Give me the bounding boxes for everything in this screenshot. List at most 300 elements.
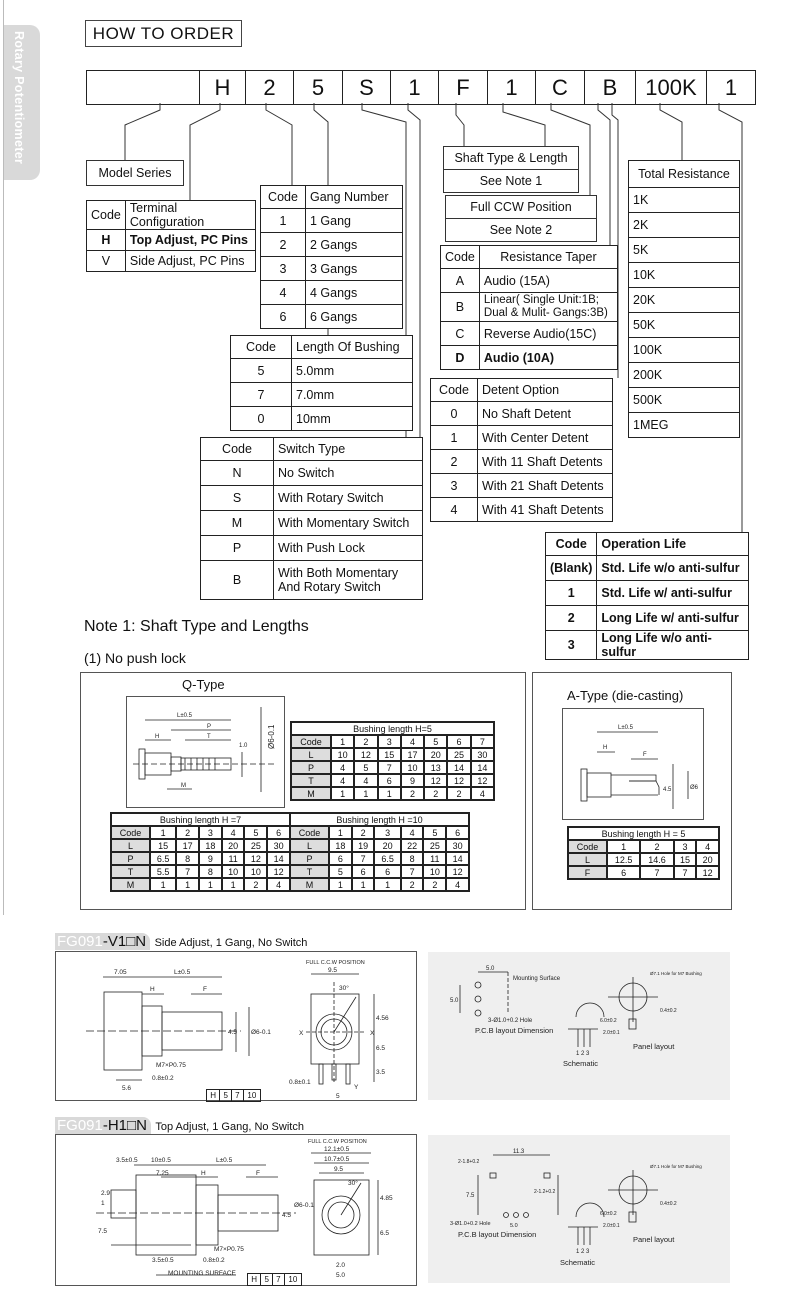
value-cell: 7 <box>640 866 673 879</box>
table-row <box>629 213 740 238</box>
value-cell: 25 <box>244 839 267 852</box>
table-row <box>111 839 290 852</box>
value-cell: 4 <box>222 826 245 839</box>
detent-option-table <box>430 378 613 522</box>
value-cell: 4 <box>446 878 469 891</box>
value-cell: 17 <box>401 748 424 761</box>
h1-panel-caption: Panel layout <box>633 1235 675 1244</box>
bushing-length-table <box>230 335 413 431</box>
resistance-value: 500K <box>629 388 740 413</box>
row-label: M <box>291 787 331 800</box>
table-row <box>111 826 290 839</box>
v1-axis-x: X <box>299 1030 304 1037</box>
v1-panel-d1: 6.0±0.2 <box>600 1018 617 1024</box>
order-code-cell: 1 <box>487 71 535 104</box>
value-cell: 6 <box>378 774 401 787</box>
q-dim-m: M <box>181 783 186 789</box>
h1-drawing <box>55 1134 417 1286</box>
column-header: Terminal Configuration <box>125 201 255 230</box>
row-label: T <box>291 774 331 787</box>
q-dim-h: H <box>155 734 160 740</box>
gang-number-table <box>260 185 403 329</box>
code-cell: 2 <box>546 606 597 631</box>
table-row <box>629 413 740 438</box>
table-title: Bushing length H =10 <box>290 813 469 826</box>
table-header-row <box>431 379 613 402</box>
h1-ccw-label: FULL C.C.W POSITION <box>308 1139 367 1145</box>
q-dim-1: 1.0 <box>239 743 248 749</box>
value-cell: Long Life w/ anti-sulfur <box>597 606 749 631</box>
column-header: Code <box>87 201 126 230</box>
order-code-cell: 1 <box>706 71 755 104</box>
value-cell: 7 <box>352 852 375 865</box>
value-cell: 1 <box>378 787 401 800</box>
value-cell: 9 <box>199 852 222 865</box>
shaft-type-value: See Note 1 <box>479 174 543 188</box>
value-cell: 1 <box>607 840 640 853</box>
v1-part-number <box>55 933 150 950</box>
value-cell: With 21 Shaft Detents <box>478 474 613 498</box>
value-cell: 20 <box>696 853 719 866</box>
value-cell: No Switch <box>274 461 423 486</box>
table-header-row <box>231 336 413 359</box>
resistance-value: 5K <box>629 238 740 263</box>
code-cell: V <box>87 251 126 272</box>
value-cell: 5.0mm <box>292 359 413 383</box>
value-cell: 1 <box>354 787 377 800</box>
h1-panel-d2: 0.4±0.2 <box>660 1201 677 1207</box>
table-row <box>201 486 423 511</box>
table-header-row <box>629 161 740 188</box>
table-row <box>441 346 618 370</box>
row-label: L <box>290 839 329 852</box>
h1-dim-r1: 4.85 <box>380 1195 393 1202</box>
value-cell: 1 <box>331 735 354 748</box>
note-1-title: Note 1: Shaft Type and Lengths <box>84 618 309 635</box>
table-row <box>629 238 740 263</box>
full-ccw-title: Full CCW Position <box>446 196 596 219</box>
row-label: Code <box>111 826 150 839</box>
value-cell: 10 <box>401 761 424 774</box>
h1-dim-d2: Ø6-0.1 <box>294 1202 314 1209</box>
v1-pcb-caption: P.C.B layout Dimension <box>475 1026 554 1035</box>
h1-layout-panel <box>428 1135 730 1283</box>
value-cell: 8 <box>401 852 424 865</box>
a-type-shaft-drawing <box>563 709 703 819</box>
v1-panel-d3: 2.0±0.1 <box>603 1030 620 1036</box>
value-cell: 1 <box>150 826 176 839</box>
table-header-row <box>201 438 423 461</box>
table-row <box>291 761 494 774</box>
h1-dim-h: H <box>201 1170 206 1177</box>
column-header: Code <box>231 336 292 359</box>
order-code-cell: C <box>535 71 584 104</box>
table-header-row <box>261 186 403 209</box>
value-cell: 4 <box>401 826 424 839</box>
code-cell: A <box>441 269 480 293</box>
table-row <box>231 383 413 407</box>
table-row <box>431 474 613 498</box>
table-row <box>231 359 413 383</box>
h1-code: -H1□N <box>102 1117 147 1134</box>
h1-pcb-top: 11.3 <box>513 1149 525 1155</box>
value-cell: 12 <box>354 748 377 761</box>
h1-dim-v3: 7.5 <box>98 1228 108 1235</box>
q-dim-dia: Ø6-0.1 <box>267 724 276 749</box>
order-code-cell: H <box>199 71 245 104</box>
resistance-value: 20K <box>629 288 740 313</box>
resistance-value: 1MEG <box>629 413 740 438</box>
table-row <box>290 865 469 878</box>
value-cell: 1 <box>150 878 176 891</box>
bushing-code: 7 <box>273 1274 285 1286</box>
bushing-code: 7 <box>232 1090 244 1102</box>
value-cell: 15 <box>378 748 401 761</box>
value-cell: 2 <box>447 787 470 800</box>
value-cell: 11 <box>423 852 446 865</box>
q-dim-l: L±0.5 <box>177 713 192 719</box>
h1-dim-w2: 10.7±0.5 <box>324 1156 350 1163</box>
value-cell: 4 <box>471 787 494 800</box>
full-ccw-box <box>445 195 597 242</box>
h1-description: Top Adjust, 1 Gang, No Switch <box>155 1121 304 1133</box>
value-cell: 10 <box>331 748 354 761</box>
h1-layout-drawing <box>428 1135 730 1283</box>
value-cell: 15 <box>674 853 697 866</box>
value-cell: 11 <box>222 852 245 865</box>
table-row <box>441 269 618 293</box>
row-label: L <box>291 748 331 761</box>
v1-dim-pin: 0.8±0.2 <box>152 1075 174 1082</box>
table-row <box>290 852 469 865</box>
value-cell: 7 <box>176 865 199 878</box>
table-title-row <box>290 813 469 826</box>
value-cell: 1 Gang <box>306 209 403 233</box>
table-header-row <box>441 246 618 269</box>
value-cell: 7 <box>378 761 401 774</box>
h1-dim-thread: M7×P0.75 <box>214 1246 244 1253</box>
v1-dim-thread: M7×P0.75 <box>156 1062 186 1069</box>
h1-dim-b2: 5.0 <box>336 1272 346 1279</box>
v1-prefix: FG091 <box>57 933 103 950</box>
model-series-label: Model Series <box>86 160 184 186</box>
v1-dim-r3: 3.5 <box>376 1069 386 1076</box>
v1-axis-x2: X <box>370 1030 375 1037</box>
code-cell: 3 <box>431 474 478 498</box>
value-cell: 4 <box>354 774 377 787</box>
value-cell: 4 <box>331 774 354 787</box>
value-cell: 2 <box>424 787 447 800</box>
table-row <box>261 209 403 233</box>
value-cell: 25 <box>423 839 446 852</box>
value-cell: 30 <box>446 839 469 852</box>
h1-pcb-hole: 3-Ø1.0+0.2 Hole <box>450 1221 491 1227</box>
v1-schematic-caption: Schematic <box>563 1059 599 1068</box>
h1-section-header <box>55 1117 304 1135</box>
v1-dim-r1: 4.56 <box>376 1015 389 1022</box>
column-header: Gang Number <box>306 186 403 209</box>
v1-section-header <box>55 933 307 951</box>
value-cell: 6 <box>329 852 352 865</box>
v1-schematic-pins: 1 2 3 <box>576 1051 590 1057</box>
code-cell: N <box>201 461 274 486</box>
value-cell: Std. Life w/ anti-sulfur <box>597 581 749 606</box>
v1-dim-a: 7.05 <box>114 969 127 976</box>
value-cell: 8 <box>176 852 199 865</box>
value-cell: 5 <box>423 826 446 839</box>
value-cell: 14 <box>447 761 470 774</box>
terminal-configuration-table <box>86 200 256 272</box>
value-cell: 2 <box>354 735 377 748</box>
value-cell: Side Adjust, PC Pins <box>125 251 255 272</box>
value-cell: With Rotary Switch <box>274 486 423 511</box>
row-label: Code <box>568 840 607 853</box>
code-cell: 4 <box>431 498 478 522</box>
table-row <box>431 426 613 450</box>
total-resistance-table <box>628 160 740 438</box>
v1-ccw-label: FULL C.C.W POSITION <box>306 960 365 966</box>
code-cell: P <box>201 536 274 561</box>
code-cell: H <box>87 230 126 251</box>
bushing-code: H <box>248 1274 261 1286</box>
v1-pcb-dim-v: 5.0 <box>450 998 459 1004</box>
value-cell: 3 <box>199 826 222 839</box>
value-cell: 12 <box>471 774 494 787</box>
a-type-drawing <box>562 708 704 820</box>
h1-dim-a: 3.5±0.5 <box>116 1157 138 1164</box>
value-cell: 2 <box>401 878 424 891</box>
h1-dim-w1: 12.1±0.5 <box>324 1146 350 1153</box>
value-cell: 2 <box>352 826 375 839</box>
table-row <box>290 839 469 852</box>
h1-dim-d: 7.25 <box>156 1170 169 1177</box>
code-cell: 3 <box>261 257 306 281</box>
side-tab-label: Rotary Potentiometer <box>12 31 26 165</box>
resistance-value: 100K <box>629 338 740 363</box>
value-cell: 6 Gangs <box>306 305 403 329</box>
code-cell: 1 <box>261 209 306 233</box>
a-dim-h: H <box>603 745 608 751</box>
h1-part-number <box>55 1117 151 1134</box>
h1-pcb-d: 5.0 <box>510 1223 518 1229</box>
column-header: Total Resistance <box>629 161 740 188</box>
v1-code: -V1□N <box>102 933 147 950</box>
h1-pcb-caption: P.C.B layout Dimension <box>458 1230 537 1239</box>
table-row <box>291 774 494 787</box>
a-dim-l: L±0.5 <box>618 725 633 731</box>
table-title: Bushing length H=5 <box>291 722 494 735</box>
note-1-subtitle: (1) No push lock <box>84 650 186 666</box>
code-cell: 2 <box>261 233 306 257</box>
q-dim-t: T <box>207 734 211 740</box>
value-cell: 20 <box>222 839 245 852</box>
resistance-value: 200K <box>629 363 740 388</box>
table-title-row <box>568 827 719 840</box>
table-row <box>111 865 290 878</box>
q-type-h10-table <box>289 812 470 892</box>
value-cell: 6 <box>447 735 470 748</box>
column-header: Length Of Bushing <box>292 336 413 359</box>
table-row <box>629 313 740 338</box>
resistance-value: 2K <box>629 213 740 238</box>
value-cell: 4 <box>401 735 424 748</box>
a-dim-f: F <box>643 752 647 758</box>
bushing-code: 10 <box>284 1274 301 1286</box>
table-row <box>207 1090 261 1102</box>
a-type-title: A-Type (die-casting) <box>567 688 684 703</box>
table-row <box>441 293 618 322</box>
resistance-value: 10K <box>629 263 740 288</box>
h1-dim-b1: 2.0 <box>336 1262 346 1269</box>
h1-pcb-c: 2-1.2+0.2 <box>534 1189 556 1195</box>
table-row <box>568 840 719 853</box>
row-label: L <box>111 839 150 852</box>
h1-pcb-b: 7.5 <box>466 1193 475 1199</box>
value-cell: With 41 Shaft Detents <box>478 498 613 522</box>
v1-dim-angle: 30° <box>339 985 349 992</box>
table-row <box>441 322 618 346</box>
value-cell: 7.0mm <box>292 383 413 407</box>
value-cell: Long Life w/o anti-sulfur <box>597 631 749 660</box>
table-row <box>546 631 749 660</box>
value-cell: 12.5 <box>607 853 640 866</box>
table-title: Bushing length H = 5 <box>568 827 719 840</box>
value-cell: 12 <box>244 852 267 865</box>
table-row <box>201 561 423 600</box>
table-row <box>111 852 290 865</box>
code-cell: D <box>441 346 480 370</box>
table-row <box>568 866 719 879</box>
q-type-h5-table <box>290 721 495 801</box>
order-code-cell: S <box>342 71 390 104</box>
v1-dim-r2: 6.5 <box>376 1045 386 1052</box>
v1-dim-p2: 0.8±0.1 <box>289 1079 311 1086</box>
table-row <box>261 305 403 329</box>
h1-dim-l: L±0.5 <box>216 1157 233 1164</box>
code-cell: (Blank) <box>546 556 597 581</box>
value-cell: 18 <box>329 839 352 852</box>
code-cell: B <box>441 293 480 322</box>
a-dim-45: 4.5 <box>663 787 672 793</box>
value-cell: Audio (15A) <box>479 269 617 293</box>
value-cell: With Both Momentary And Rotary Switch <box>274 561 423 600</box>
value-cell: 4 Gangs <box>306 281 403 305</box>
value-cell: 5 <box>329 865 352 878</box>
value-cell: 1 <box>222 878 245 891</box>
bushing-code: H <box>207 1090 220 1102</box>
q-type-h7-table <box>110 812 291 892</box>
h1-dim-f: F <box>256 1170 260 1177</box>
operation-life-table <box>545 532 749 660</box>
table-row <box>629 363 740 388</box>
value-cell: 1 <box>176 878 199 891</box>
value-cell: 17 <box>176 839 199 852</box>
value-cell: 3 Gangs <box>306 257 403 281</box>
row-label: L <box>568 853 607 866</box>
table-row <box>431 498 613 522</box>
table-row <box>629 188 740 213</box>
value-cell: 12 <box>447 774 470 787</box>
row-label: T <box>111 865 150 878</box>
table-row <box>87 251 256 272</box>
h1-dim-b: 10±0.5 <box>151 1157 171 1164</box>
table-row <box>431 402 613 426</box>
v1-layout-panel <box>428 952 730 1100</box>
table-title-row <box>111 813 290 826</box>
value-cell: With Push Lock <box>274 536 423 561</box>
table-row <box>629 288 740 313</box>
table-row <box>261 281 403 305</box>
row-label: T <box>290 865 329 878</box>
table-row <box>87 230 256 251</box>
h1-dim-w3: 9.5 <box>334 1166 344 1173</box>
value-cell: 12 <box>446 865 469 878</box>
order-code-cell: B <box>584 71 635 104</box>
value-cell: 1 <box>329 826 352 839</box>
value-cell: 7 <box>674 866 697 879</box>
code-cell: 6 <box>261 305 306 329</box>
value-cell: Top Adjust, PC Pins <box>125 230 255 251</box>
table-row <box>291 787 494 800</box>
value-cell: 1 <box>331 787 354 800</box>
table-row <box>248 1274 302 1286</box>
value-cell: 2 <box>401 787 424 800</box>
table-title-row <box>291 722 494 735</box>
value-cell: 6.5 <box>150 852 176 865</box>
code-cell: 2 <box>431 450 478 474</box>
v1-dimension-drawing <box>56 952 416 1100</box>
v1-dim-l: L±0.5 <box>174 969 191 976</box>
v1-bushing-codes <box>206 1089 261 1102</box>
v1-drawing <box>55 951 417 1101</box>
code-cell: 4 <box>261 281 306 305</box>
value-cell: 1 <box>199 878 222 891</box>
table-header-row <box>87 201 256 230</box>
value-cell: With 11 Shaft Detents <box>478 450 613 474</box>
table-row <box>261 257 403 281</box>
table-row <box>201 536 423 561</box>
value-cell: 3 <box>674 840 697 853</box>
value-cell: Audio (10A) <box>479 346 617 370</box>
value-cell: Reverse Audio(15C) <box>479 322 617 346</box>
value-cell: 10 <box>423 865 446 878</box>
value-cell: 18 <box>199 839 222 852</box>
full-ccw-value: See Note 2 <box>489 223 553 237</box>
q-type-shaft-drawing <box>127 697 284 807</box>
value-cell: With Center Detent <box>478 426 613 450</box>
v1-dim-bw: 5 <box>336 1093 340 1100</box>
value-cell: 4 <box>267 878 290 891</box>
v1-dim-f: F <box>203 986 207 993</box>
value-cell: 6 <box>267 826 290 839</box>
q-dim-p: P <box>207 724 212 730</box>
resistance-value: 1K <box>629 188 740 213</box>
value-cell: 10 <box>222 865 245 878</box>
value-cell: 7 <box>401 865 424 878</box>
q-type-drawing <box>126 696 285 808</box>
value-cell: 6 <box>374 865 400 878</box>
section-title: HOW TO ORDER <box>85 20 242 47</box>
code-cell: 1 <box>431 426 478 450</box>
shaft-type-box <box>443 146 579 193</box>
code-cell: 1 <box>546 581 597 606</box>
row-label: P <box>111 852 150 865</box>
h1-schematic-pins: 1 2 3 <box>576 1249 590 1255</box>
code-cell: B <box>201 561 274 600</box>
value-cell: 19 <box>352 839 375 852</box>
table-row <box>290 878 469 891</box>
value-cell: 12 <box>267 865 290 878</box>
